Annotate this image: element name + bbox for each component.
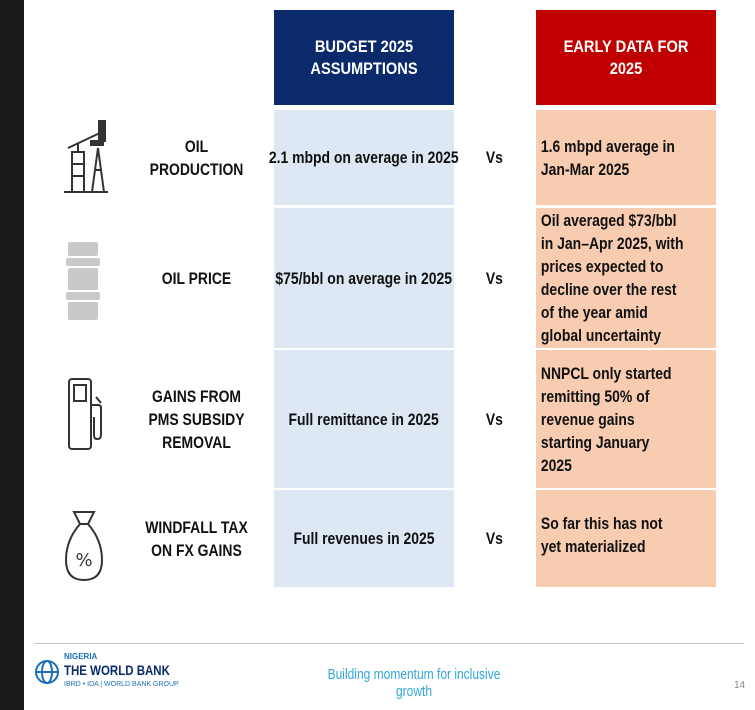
budget-header bbox=[274, 10, 454, 105]
row-windfall-tax bbox=[24, 490, 755, 587]
budget-header-text: BUDGET 2025 ASSUMPTIONS bbox=[310, 36, 418, 78]
vs-label: Vs bbox=[485, 529, 503, 548]
early-data-cell bbox=[536, 490, 716, 587]
early-data-cell bbox=[536, 208, 716, 348]
row-label: GAINS FROM PMS SUBSIDY REMOVAL bbox=[148, 386, 245, 452]
early-data-header bbox=[536, 10, 716, 105]
budget-value: Full revenues in 2025 bbox=[293, 529, 435, 548]
budget-value: $75/bbl on average in 2025 bbox=[275, 268, 453, 288]
budget-value: Full remittance in 2025 bbox=[288, 409, 440, 429]
logo-subtitle: IBRD • IDA | WORLD BANK GROUP bbox=[64, 681, 179, 688]
early-data-value: So far this has not yet materialized bbox=[540, 514, 663, 556]
footer-tagline: Building momentum for inclusive growth bbox=[327, 666, 501, 700]
oil-barrel-icon bbox=[66, 240, 100, 322]
slide bbox=[24, 0, 755, 710]
money-bag-icon bbox=[64, 508, 104, 582]
budget-cell bbox=[274, 208, 454, 348]
vs-label-container bbox=[479, 208, 509, 348]
budget-cell bbox=[269, 110, 459, 205]
row-label: WINDFALL TAX ON FX GAINS bbox=[145, 517, 248, 560]
vs-label-container bbox=[479, 110, 509, 205]
globe-icon bbox=[34, 652, 60, 692]
row-label-container bbox=[124, 350, 269, 488]
vs-label: Vs bbox=[485, 268, 503, 288]
vs-label: Vs bbox=[485, 409, 503, 429]
row-label-container bbox=[124, 110, 269, 205]
percent-glyph: % bbox=[75, 550, 93, 571]
row-pms-subsidy bbox=[24, 350, 755, 488]
page-number: 14 bbox=[734, 680, 746, 691]
budget-cell bbox=[274, 490, 454, 587]
early-data-value: NNPCL only started remitting 50% of revenue gains starting January 2025 bbox=[540, 363, 672, 475]
vs-label-container bbox=[479, 490, 509, 587]
world-bank-logo bbox=[32, 650, 179, 696]
early-header-text: EARLY DATA FOR 2025 bbox=[563, 36, 689, 78]
row-label: OIL PRICE bbox=[161, 268, 232, 288]
row-label-container bbox=[124, 490, 269, 587]
early-data-cell bbox=[536, 110, 716, 205]
row-label: OIL PRODUCTION bbox=[149, 136, 244, 179]
logo-country: NIGERIA bbox=[64, 652, 98, 661]
row-label-container bbox=[124, 208, 269, 348]
vs-label: Vs bbox=[485, 148, 503, 167]
budget-cell bbox=[274, 350, 454, 488]
footer-divider bbox=[34, 643, 744, 644]
fuel-pump-icon bbox=[66, 377, 104, 451]
early-data-cell bbox=[536, 350, 716, 488]
early-data-value: 1.6 mbpd average in Jan-Mar 2025 bbox=[540, 136, 675, 179]
oil-pump-icon bbox=[62, 118, 110, 194]
logo-name: THE WORLD BANK bbox=[64, 662, 170, 678]
vs-label-container bbox=[479, 350, 509, 488]
early-data-value: Oil averaged $73/bbl in Jan–Apr 2025, with prices expected to decline over the rest of the year amid global uncertainty bbox=[540, 211, 684, 345]
row-oil-price bbox=[24, 208, 755, 348]
row-oil-production bbox=[24, 110, 755, 205]
budget-value: 2.1 mbpd on average in 2025 bbox=[269, 148, 459, 167]
